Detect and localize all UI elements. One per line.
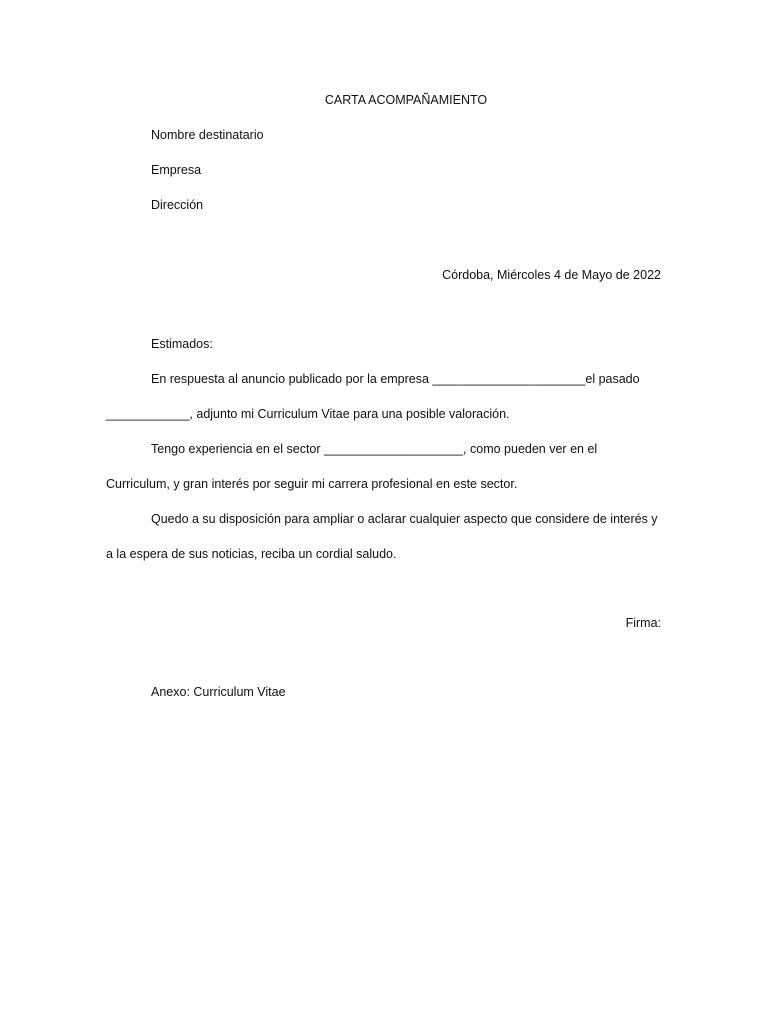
body-line: ____________, adjunto mi Curriculum Vitae para una posible valoración.	[106, 407, 510, 421]
greeting: Estimados:	[151, 337, 213, 351]
body-line: Tengo experiencia en el sector ____________________, como pueden ver en el	[151, 442, 598, 456]
body-line: Quedo a su disposición para ampliar o aclarar cualquier aspecto que considere de interés y	[151, 512, 658, 526]
recipient-company: Empresa	[151, 163, 202, 177]
body-line: a la espera de sus noticias, reciba un cordial saludo.	[106, 547, 397, 561]
annex-line: Anexo: Curriculum Vitae	[151, 685, 286, 699]
recipient-name: Nombre destinatario	[151, 128, 264, 142]
signature-label: Firma:	[625, 616, 661, 630]
body-line: En respuesta al anuncio publicado por la empresa ______________________el pasado	[151, 372, 640, 386]
letter-title: CARTA ACOMPAÑAMIENTO	[324, 93, 488, 107]
recipient-address: Dirección	[151, 198, 204, 212]
body-line: Curriculum, y gran interés por seguir mi carrera profesional en este sector.	[106, 477, 518, 491]
date-line: Córdoba, Miércoles 4 de Mayo de 2022	[442, 268, 661, 282]
